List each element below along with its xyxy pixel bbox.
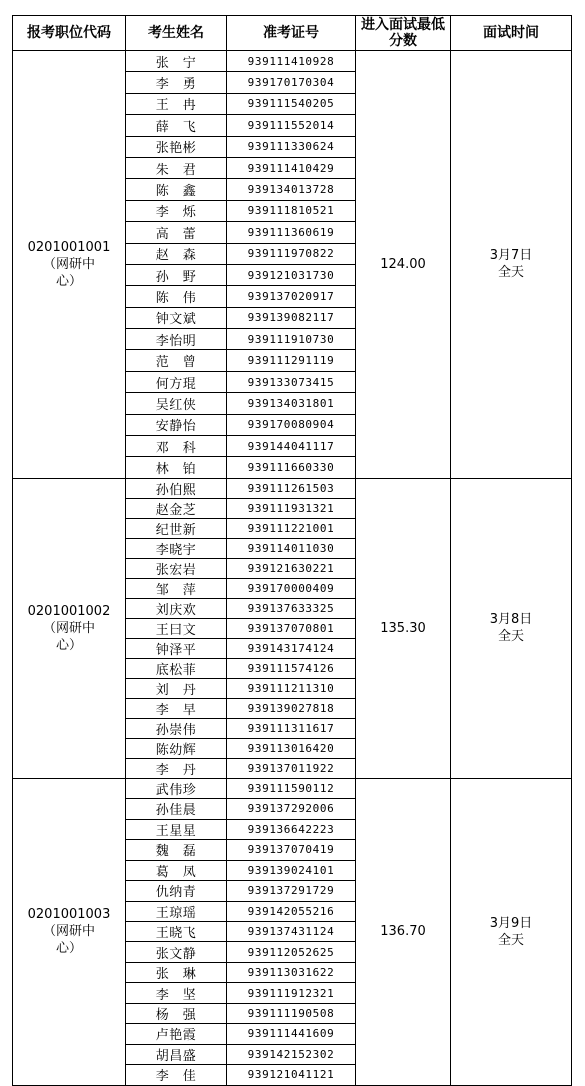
admission-ticket-number: 939111912321 bbox=[227, 983, 356, 1003]
candidate-name: 钟泽平 bbox=[126, 638, 227, 658]
admission-ticket-number: 939121630221 bbox=[227, 558, 356, 578]
admission-ticket-number: 939139082117 bbox=[227, 307, 356, 328]
admission-ticket-number: 939111360619 bbox=[227, 222, 356, 243]
admission-ticket-number: 939170000409 bbox=[227, 578, 356, 598]
position-unit: （网研中心） bbox=[42, 924, 95, 957]
admission-ticket-number: 939139027818 bbox=[227, 698, 356, 718]
candidate-name: 李 烁 bbox=[126, 200, 227, 221]
candidate-name: 底松菲 bbox=[126, 658, 227, 678]
admission-ticket-number: 939137291729 bbox=[227, 881, 356, 901]
candidate-name: 孙佳晨 bbox=[126, 799, 227, 819]
position-code: 0201001001 bbox=[27, 239, 111, 255]
candidate-name: 王 冉 bbox=[126, 93, 227, 114]
candidate-name: 李 坚 bbox=[126, 983, 227, 1003]
position-code: 0201001003 bbox=[27, 907, 111, 923]
admission-ticket-number: 939111590112 bbox=[227, 778, 356, 798]
admission-ticket-number: 939144041117 bbox=[227, 436, 356, 457]
candidate-name: 邹 萍 bbox=[126, 578, 227, 598]
header-position-code: 报考职位代码 bbox=[13, 16, 126, 51]
table-row bbox=[13, 778, 572, 798]
interview-time-cell bbox=[451, 478, 572, 778]
table-row bbox=[13, 478, 572, 498]
admission-ticket-number: 939137292006 bbox=[227, 799, 356, 819]
interview-list-table bbox=[12, 15, 572, 1086]
admission-ticket-number: 939136642223 bbox=[227, 819, 356, 839]
candidate-name: 范 曾 bbox=[126, 350, 227, 371]
candidate-name: 何方琨 bbox=[126, 371, 227, 392]
candidate-name: 李怡明 bbox=[126, 329, 227, 350]
admission-ticket-number: 939139024101 bbox=[227, 860, 356, 880]
candidate-name: 李 丹 bbox=[126, 758, 227, 778]
candidate-name: 王琼瑶 bbox=[126, 901, 227, 921]
admission-ticket-number: 939113031622 bbox=[227, 962, 356, 982]
candidate-name: 葛 凤 bbox=[126, 860, 227, 880]
interview-period: 全天 bbox=[497, 265, 524, 281]
admission-ticket-number: 939134031801 bbox=[227, 393, 356, 414]
candidate-name: 李晓宇 bbox=[126, 538, 227, 558]
admission-ticket-number: 939137633325 bbox=[227, 598, 356, 618]
candidate-name: 胡昌盛 bbox=[126, 1044, 227, 1064]
admission-ticket-number: 939111261503 bbox=[227, 478, 356, 498]
candidate-name: 吴红侠 bbox=[126, 393, 227, 414]
candidate-name: 孙 野 bbox=[126, 264, 227, 285]
candidate-name: 仇纳青 bbox=[126, 881, 227, 901]
candidate-name: 张 琳 bbox=[126, 962, 227, 982]
candidate-name: 纪世新 bbox=[126, 518, 227, 538]
table-body bbox=[13, 51, 572, 1086]
admission-ticket-number: 939111910730 bbox=[227, 329, 356, 350]
position-code-cell bbox=[13, 478, 126, 778]
admission-ticket-number: 939111410928 bbox=[227, 51, 356, 72]
candidate-name: 陈 伟 bbox=[126, 286, 227, 307]
min-score: 124.00 bbox=[356, 51, 451, 479]
position-code: 0201001002 bbox=[27, 603, 111, 619]
header-interview-time: 面试时间 bbox=[451, 16, 572, 51]
interview-time-cell bbox=[451, 51, 572, 479]
admission-ticket-number: 939111810521 bbox=[227, 200, 356, 221]
position-unit: （网研中心） bbox=[42, 256, 95, 289]
interview-time-cell bbox=[451, 778, 572, 1085]
candidate-name: 张 宁 bbox=[126, 51, 227, 72]
admission-ticket-number: 939137431124 bbox=[227, 921, 356, 941]
admission-ticket-number: 939142055216 bbox=[227, 901, 356, 921]
admission-ticket-number: 939170080904 bbox=[227, 414, 356, 435]
candidate-name: 高 蕾 bbox=[126, 222, 227, 243]
candidate-name: 赵金芝 bbox=[126, 498, 227, 518]
candidate-name: 王曰文 bbox=[126, 618, 227, 638]
header-row bbox=[13, 16, 572, 51]
interview-period: 全天 bbox=[497, 932, 524, 948]
candidate-name: 赵 森 bbox=[126, 243, 227, 264]
admission-ticket-number: 939111574126 bbox=[227, 658, 356, 678]
candidate-name: 张艳彬 bbox=[126, 136, 227, 157]
candidate-name: 孙伯熙 bbox=[126, 478, 227, 498]
admission-ticket-number: 939111552014 bbox=[227, 115, 356, 136]
candidate-name: 陈幼辉 bbox=[126, 738, 227, 758]
admission-ticket-number: 939111540205 bbox=[227, 93, 356, 114]
admission-ticket-number: 939111311617 bbox=[227, 718, 356, 738]
header-min-score: 进入面试最低分数 bbox=[356, 16, 451, 51]
candidate-name: 薛 飞 bbox=[126, 115, 227, 136]
admission-ticket-number: 939113016420 bbox=[227, 738, 356, 758]
candidate-name: 林 铂 bbox=[126, 457, 227, 478]
candidate-name: 杨 强 bbox=[126, 1003, 227, 1023]
table-row bbox=[13, 51, 572, 72]
candidate-name: 张文静 bbox=[126, 942, 227, 962]
candidate-name: 李 佳 bbox=[126, 1065, 227, 1085]
admission-ticket-number: 939170170304 bbox=[227, 72, 356, 93]
admission-ticket-number: 939137070419 bbox=[227, 840, 356, 860]
admission-ticket-number: 939111970822 bbox=[227, 243, 356, 264]
interview-date: 3月7日 bbox=[489, 248, 533, 264]
candidate-name: 刘庆欢 bbox=[126, 598, 227, 618]
candidate-name: 王晓飞 bbox=[126, 921, 227, 941]
admission-ticket-number: 939137011922 bbox=[227, 758, 356, 778]
position-unit: （网研中心） bbox=[42, 620, 95, 653]
admission-ticket-number: 939111190508 bbox=[227, 1003, 356, 1023]
interview-date: 3月8日 bbox=[489, 612, 533, 628]
admission-ticket-number: 939111330624 bbox=[227, 136, 356, 157]
candidate-name: 邓 科 bbox=[126, 436, 227, 457]
admission-ticket-number: 939133073415 bbox=[227, 371, 356, 392]
header-candidate-name: 考生姓名 bbox=[126, 16, 227, 51]
admission-ticket-number: 939134013728 bbox=[227, 179, 356, 200]
min-score: 136.70 bbox=[356, 778, 451, 1085]
interview-period: 全天 bbox=[497, 629, 524, 645]
admission-ticket-number: 939121031730 bbox=[227, 264, 356, 285]
admission-ticket-number: 939111931321 bbox=[227, 498, 356, 518]
candidate-name: 卢艳霞 bbox=[126, 1024, 227, 1044]
candidate-name: 刘 丹 bbox=[126, 678, 227, 698]
candidate-name: 孙崇伟 bbox=[126, 718, 227, 738]
admission-ticket-number: 939142152302 bbox=[227, 1044, 356, 1064]
candidate-name: 朱 君 bbox=[126, 157, 227, 178]
candidate-name: 钟文斌 bbox=[126, 307, 227, 328]
admission-ticket-number: 939143174124 bbox=[227, 638, 356, 658]
admission-ticket-number: 939111291119 bbox=[227, 350, 356, 371]
candidate-name: 李 勇 bbox=[126, 72, 227, 93]
admission-ticket-number: 939137020917 bbox=[227, 286, 356, 307]
candidate-name: 王星星 bbox=[126, 819, 227, 839]
candidate-name: 武伟珍 bbox=[126, 778, 227, 798]
position-code-cell bbox=[13, 778, 126, 1085]
admission-ticket-number: 939137070801 bbox=[227, 618, 356, 638]
admission-ticket-number: 939111410429 bbox=[227, 157, 356, 178]
admission-ticket-number: 939111660330 bbox=[227, 457, 356, 478]
admission-ticket-number: 939112052625 bbox=[227, 942, 356, 962]
candidate-name: 李 早 bbox=[126, 698, 227, 718]
admission-ticket-number: 939121041121 bbox=[227, 1065, 356, 1085]
header-admission-ticket: 准考证号 bbox=[227, 16, 356, 51]
min-score: 135.30 bbox=[356, 478, 451, 778]
admission-ticket-number: 939111441609 bbox=[227, 1024, 356, 1044]
admission-ticket-number: 939111221001 bbox=[227, 518, 356, 538]
position-code-cell bbox=[13, 51, 126, 479]
candidate-name: 魏 磊 bbox=[126, 840, 227, 860]
candidate-name: 陈 鑫 bbox=[126, 179, 227, 200]
candidate-name: 张宏岩 bbox=[126, 558, 227, 578]
admission-ticket-number: 939111211310 bbox=[227, 678, 356, 698]
candidate-name: 安静怡 bbox=[126, 414, 227, 435]
admission-ticket-number: 939114011030 bbox=[227, 538, 356, 558]
interview-date: 3月9日 bbox=[489, 915, 533, 931]
